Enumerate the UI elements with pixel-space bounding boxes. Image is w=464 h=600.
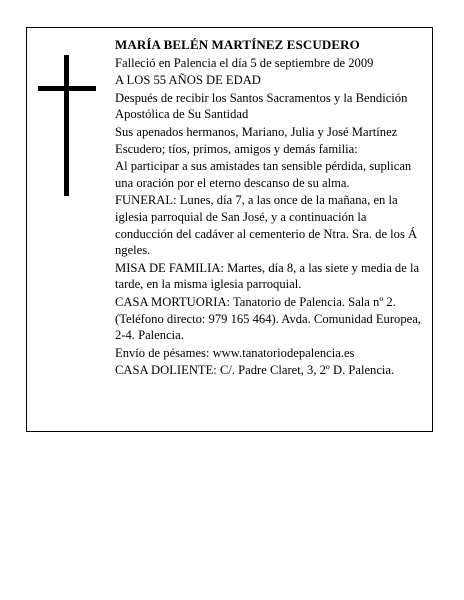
family-text: Sus apenados hermanos, Mariano, Julia y José Martínez Escudero; tíos, primos, amigos y demás familia: [115,124,398,156]
cross-icon-crossbar [38,86,96,91]
mortuary-info: CASA MORTUORIA: Tanatorio de Palencia. Sala nº 2. (Teléfono directo: 979 165 464). Avda. Comunidad Europea, 2-4. Palencia. [115,294,421,343]
prayer-request-text: Al participar a sus amistades tan sensible pérdida, suplican una oración por el eterno descanso de su alma. [115,159,412,190]
age-line: A LOS 55 AÑOS DE EDAD [115,73,261,88]
sacraments-text: Después de recibir los Santos Sacramentos y la Bendición Apostólica de Su Santidad [115,90,408,122]
obituary-text [115,37,424,380]
deceased-name: MARÍA BELÉN MARTÍNEZ ESCUDERO [115,37,360,52]
family-mass-info: MISA DE FAMILIA: Martes, día 8, a las siete y media de la tarde, en la misma iglesia parroquial. [115,260,420,292]
cross-icon [64,55,69,196]
mourning-house-info: CASA DOLIENTE: C/. Padre Claret, 3, 2º D. Palencia. [115,363,395,378]
condolences-website: Envío de pésames: www.tanatoriodepalencia.es [115,345,355,360]
funeral-info: FUNERAL: Lunes, día 7, a las once de la mañana, en la iglesia parroquial de San José, y a continuación la conducción del cadáver al cementerio de Ntra. Sra. de los Á ngeles. [115,193,418,258]
death-date-line: Falleció en Palencia el día 5 de septiembre de 2009 [115,55,374,70]
